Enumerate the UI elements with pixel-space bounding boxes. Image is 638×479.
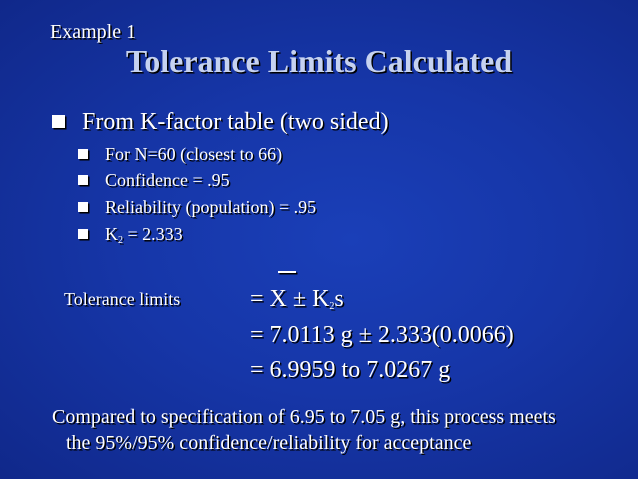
sub-bullet-k-value xyxy=(105,222,183,253)
tolerance-formula xyxy=(250,284,344,322)
conclusion-line-2: the 95%/95% confidence/reliability for acceptance xyxy=(66,432,472,454)
sub-bullet-sample-size: For N=60 (closest to 66) xyxy=(105,144,283,164)
formula-k: K xyxy=(312,286,330,312)
formula-k-subscript: 2 xyxy=(329,301,335,312)
bullet-square-icon xyxy=(78,229,88,239)
sub-bullet-reliability: Reliability (population) = .95 xyxy=(105,197,317,217)
k-letter: K xyxy=(105,224,118,244)
tolerance-limits-label: Tolerance limits xyxy=(64,289,181,309)
formula-s: s xyxy=(334,286,344,312)
conclusion-line-1: Compared to specification of 6.95 to 7.05 g, this process meets xyxy=(52,406,556,428)
tolerance-substitution: = 7.0113 g ± 2.333(0.0066) xyxy=(250,322,514,348)
sub-bullet-confidence: Confidence = .95 xyxy=(105,170,230,190)
formula-equals: = xyxy=(250,286,270,312)
k-subscript: 2 xyxy=(118,235,123,246)
bullet-square-icon xyxy=(78,175,88,185)
bullet-square-icon xyxy=(52,115,65,128)
x-bar-overline xyxy=(278,271,296,273)
bullet-square-icon xyxy=(78,202,88,212)
slide-title: Tolerance Limits Calculated xyxy=(125,43,513,79)
example-label: Example 1 xyxy=(50,21,137,43)
tolerance-result: = 6.9959 to 7.0267 g xyxy=(250,357,451,383)
formula-x-bar: X xyxy=(269,286,287,312)
bullet-square-icon xyxy=(78,149,88,159)
k-value-text: = 2.333 xyxy=(123,224,183,244)
main-bullet-text: From K-factor table (two sided) xyxy=(82,109,389,135)
formula-plus-minus: ± xyxy=(286,286,313,312)
